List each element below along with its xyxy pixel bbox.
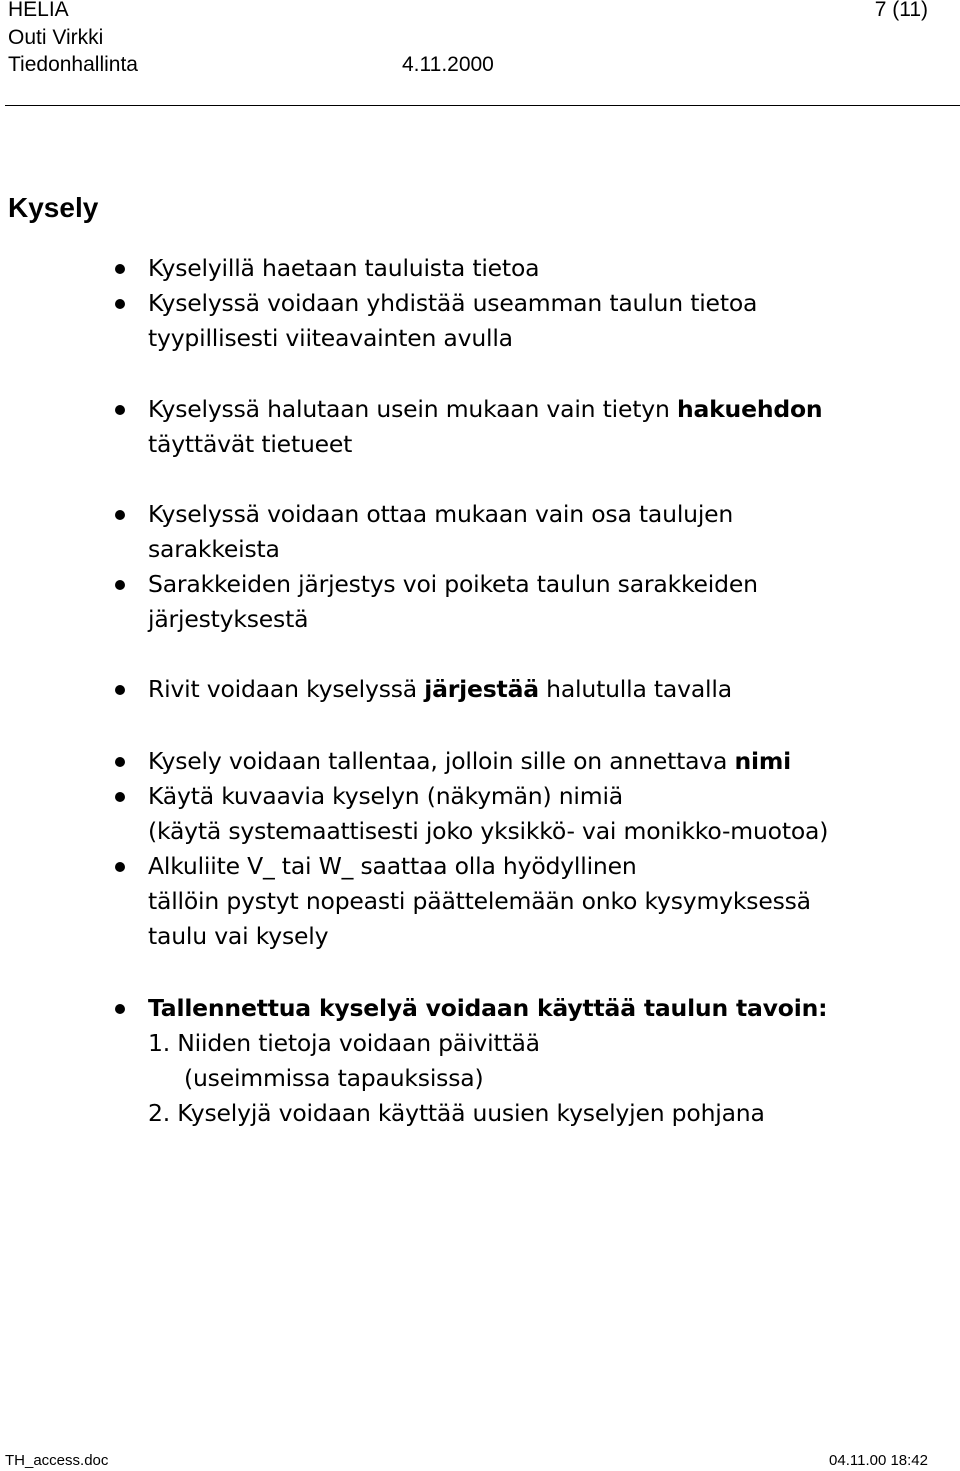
emphasis-tallennettua: Tallennettua kyselyä voidaan käyttää taulun tavoin: (148, 994, 828, 1022)
bullet-item-10 (148, 991, 827, 1131)
bullet-text: Käytä kuvaavia kyselyn (näkymän) nimiä (148, 782, 623, 810)
bullet-text: Rivit voidaan kyselyssä järjestää halutulla tavalla (148, 675, 732, 703)
bullet-item-4 (148, 497, 733, 567)
bullet-text: Kyselyssä voidaan yhdistää useamman taulun tietoa (148, 289, 758, 317)
header-org: HELIA (8, 0, 69, 21)
header-date: 4.11.2000 (402, 53, 494, 76)
bullet-text-continued: järjestyksestä (148, 605, 309, 633)
footer-filename: TH_access.doc (5, 1452, 109, 1469)
section-title: Kysely (8, 192, 99, 223)
bullet-text: Alkuliite V_ tai W_ saattaa olla hyödyllinen (148, 852, 637, 880)
footer-timestamp: 04.11.00 18:42 (829, 1452, 928, 1469)
bullet-item-5 (148, 567, 758, 637)
bullet-item-3 (148, 392, 822, 462)
bullet-text: Kyselyillä haetaan tauluista tietoa (148, 254, 540, 282)
bullet-text-continued: täyttävät tietueet (148, 430, 353, 458)
bullet-text-continued: tällöin pystyt nopeasti päättelemään onko kysymyksessä (148, 887, 811, 915)
bullet-text: Sarakkeiden järjestys voi poiketa taulun sarakkeiden (148, 570, 758, 598)
emphasis-jarjestaa: järjestää (424, 675, 539, 703)
bullet-item-8 (148, 779, 828, 849)
numbered-item-1 (148, 1026, 827, 1096)
bullet-text: Kyselyssä voidaan ottaa mukaan vain osa taulujen (148, 500, 734, 528)
bullet-item-7 (148, 744, 791, 779)
bullet-text-continued: taulu vai kysely (148, 922, 329, 950)
bullet-text: Kysely voidaan tallentaa, jolloin sille on annettava nimi (148, 747, 792, 775)
numbered-item-text: 1. Niiden tietoja voidaan päivittää (148, 1029, 540, 1057)
bullet-item-9 (148, 849, 811, 954)
bullet-text-continued: (käytä systemaattisesti joko yksikkö- vai monikko-muotoa) (148, 817, 829, 845)
header-subject: Tiedonhallinta (8, 53, 138, 76)
bullet-text (148, 991, 827, 1026)
bullet-item-2 (148, 286, 757, 356)
header-author: Outi Virkki (8, 26, 104, 49)
numbered-item-2 (148, 1096, 827, 1131)
numbered-item-text: 2. Kyselyjä voidaan käyttää uusien kyselyjen pohjana (148, 1099, 765, 1127)
bullet-item-1 (148, 251, 539, 286)
bullet-text: Kyselyssä halutaan usein mukaan vain tietyn hakuehdon (148, 395, 823, 423)
bullet-item-6 (148, 672, 732, 707)
header-page-number: 7 (11) (874, 0, 928, 21)
header-divider (5, 105, 960, 106)
emphasis-nimi: nimi (734, 747, 792, 775)
bullet-text-continued: sarakkeista (148, 535, 280, 563)
bullet-text-continued: tyypillisesti viiteavainten avulla (148, 324, 513, 352)
emphasis-hakuehdon: hakuehdon (676, 395, 823, 423)
numbered-item-text-continued: (useimmissa tapauksissa) (184, 1064, 484, 1092)
